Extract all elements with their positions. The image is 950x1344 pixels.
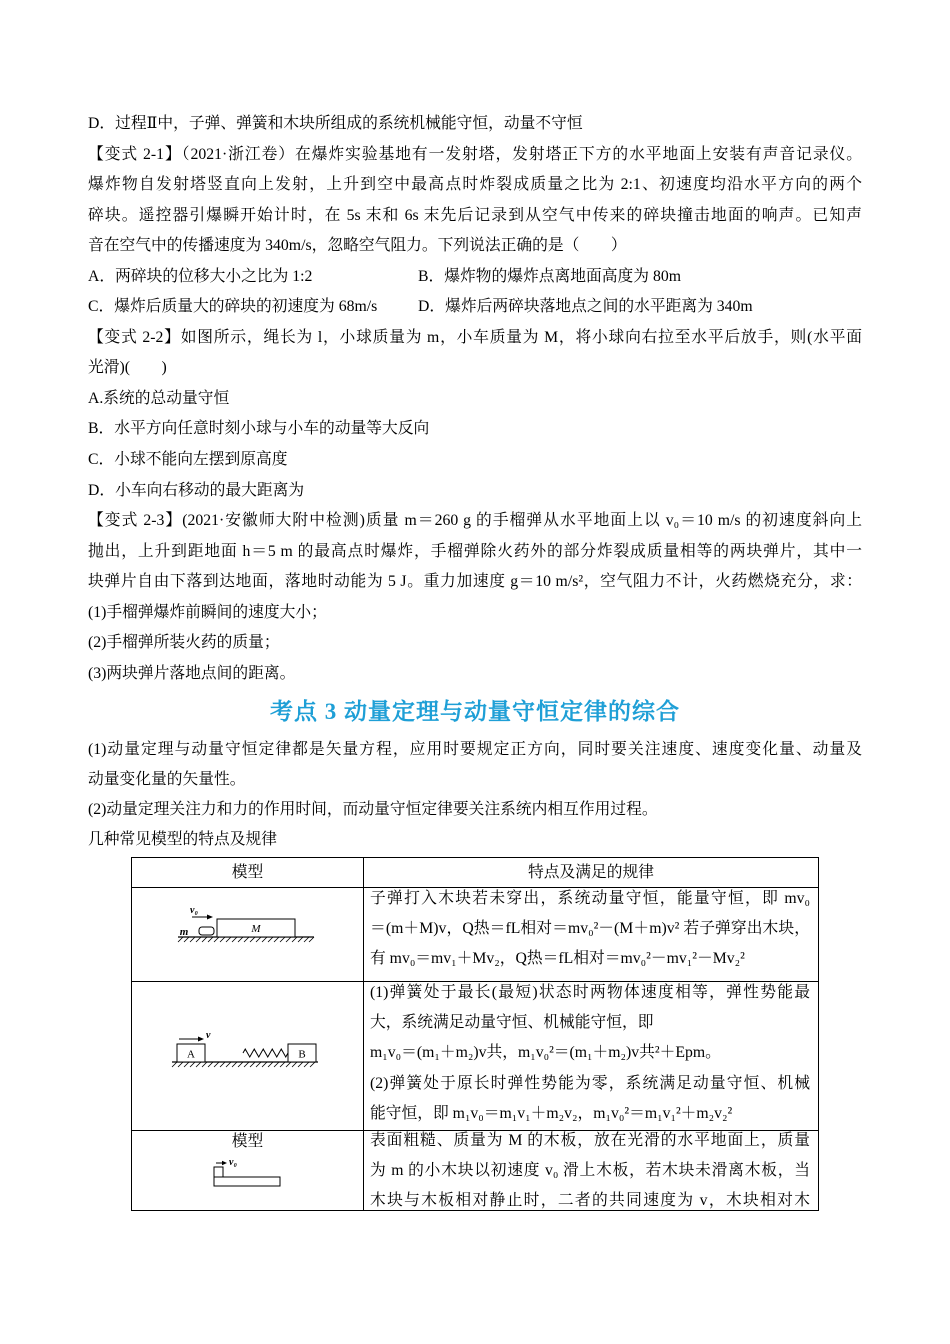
variant-2-3-question: (2)手榴弹所装火药的质量； xyxy=(88,634,280,652)
table-header-model: 模型 xyxy=(231,864,264,881)
table-cell-model-spring xyxy=(132,982,363,1130)
table-text-line: 表面粗糙、质量为 M 的木板，放在光滑的水平地面上，质量 xyxy=(370,1132,810,1149)
variant-2-2-option-b: B．水平方向任意时刻小球与小车的动量等大反向 xyxy=(88,420,430,438)
variant-2-1-option-b: B．爆炸物的爆炸点离地面高度为 80m xyxy=(418,267,681,285)
variant-2-3-question: (3)两块弹片落地点间的距离。 xyxy=(88,664,296,682)
section-heading: 考点 3 动量定理与动量守恒定律的综合 xyxy=(270,699,680,724)
block-board-diagram xyxy=(208,1155,288,1189)
variant-2-2-option-d: D．小车向右移动的最大距离为 xyxy=(88,481,305,499)
models-table xyxy=(131,857,819,1211)
board xyxy=(214,1177,280,1186)
topic-3-paragraph-line: (1)动量定理与动量守恒定律都是矢量方程，应用时要规定正方向，同时要关注速度、速度变化量、动量及 xyxy=(88,741,862,758)
small-block xyxy=(214,1167,223,1177)
variant-2-1-option-d: D．爆炸后两碎块落地点之间的水平距离为 340m xyxy=(418,298,753,316)
table-cell-rules-spring xyxy=(370,982,810,1125)
table-text-line: ＝(m＋M)v，Q热＝fL相对＝mv₀²－(M＋m)v² 若子弹穿出木块， xyxy=(370,920,810,938)
velocity-arrow-head xyxy=(222,1161,227,1165)
variant-2-1-stem-line: 音在空气中的传播速度为 340m/s，忽略空气阻力。下列说法正确的是（ ） xyxy=(88,237,627,255)
variant-2-1-stem-line: 【变式 2-1】（2021·浙江卷）在爆炸实验基地有一发射塔，发射塔正下方的水平地面上安装有声音记录仪。 xyxy=(88,145,862,163)
variant-2-3-question: (1)手榴弹爆炸前瞬间的速度大小； xyxy=(88,603,327,621)
model-label: 模型 xyxy=(231,1133,264,1150)
velocity-label: v₀ xyxy=(229,1157,237,1168)
exercise-block xyxy=(88,109,862,689)
bullet-label: m xyxy=(179,926,189,938)
bullet xyxy=(199,927,214,935)
topic-3-intro xyxy=(88,735,862,855)
variant-2-2-stem-line: 光滑)( ) xyxy=(88,359,167,377)
ground-hatch xyxy=(178,937,314,942)
variant-2-1-stem-line: 爆炸物自发射塔竖直向上发射，上升到空中最高点时炸裂成质量之比为 2:1、初速度均沿水平方向的两个 xyxy=(88,176,862,194)
table-caption: 几种常见模型的特点及规律 xyxy=(88,831,277,848)
table-text-line: 为 m 的小木块以初速度 v₀ 滑上木板，若木块未滑离木板，当 xyxy=(370,1162,810,1179)
table-text-line: 能守恒，即 m₁v₀＝m₁v₁＋m₂v₂，m₁v₀²＝m₁v₁²＋m₂v₂² xyxy=(370,1104,733,1122)
velocity-label: v xyxy=(206,1030,211,1041)
variant-2-2-option-c: C．小球不能向左摆到原高度 xyxy=(88,451,288,469)
variant-2-1-option-a: A．两碎块的位移大小之比为 1:2 xyxy=(88,267,313,285)
table-header-rules: 特点及满足的规律 xyxy=(528,864,654,881)
spring xyxy=(243,1049,288,1057)
block-a-label: A xyxy=(187,1048,195,1061)
ground-hatch xyxy=(172,1062,315,1067)
block-b-label: B xyxy=(298,1048,306,1061)
velocity-arrow-head xyxy=(198,1037,204,1042)
variant-2-3-stem-line: 块弹片自由下落到达地面，落地时动能为 5 J。重力加速度 g＝10 m/s²，空气阻力不计，火药燃烧充分，求： xyxy=(88,573,862,591)
table-column-divider xyxy=(363,858,364,1210)
table-text-line: (1)弹簧处于最长(最短)状态时两物体速度相等，弹性势能最 xyxy=(370,984,810,1001)
block-label: M xyxy=(251,923,261,935)
variant-2-1-options-row xyxy=(88,292,862,323)
variant-2-1-options-row xyxy=(88,262,862,293)
bullet-block-diagram xyxy=(171,900,321,946)
variant-2-2-stem-line: 【变式 2-2】如图所示，绳长为 l，小球质量为 m，小车质量为 M，将小球向右拉至水平后放手，则(水平面 xyxy=(88,328,862,346)
table-text-line: 有 mv₀＝mv₁＋Mv₂，Q热＝fL相对＝mv₀²－mv₁²－Mv₂² xyxy=(370,950,745,968)
table-text-line: (2)弹簧处于原长时弹性势能为零，系统满足动量守恒、机械 xyxy=(370,1074,810,1092)
variant-2-3-stem-line: 抛出，上升到距地面 h＝5 m 的最高点时爆炸，手榴弹除火药外的部分炸裂成质量相等的两块弹片，其中一 xyxy=(88,542,862,560)
table-cell-model-board xyxy=(132,1131,363,1210)
variant-2-2-option-a: A.系统的总动量守恒 xyxy=(88,389,230,407)
table-text-line: 大，系统满足动量守恒、机械能守恒，即 xyxy=(370,1014,654,1032)
velocity-arrow-head xyxy=(207,915,213,920)
variant-2-1-option-c: C．爆炸后质量大的碎块的初速度为 68m/s xyxy=(88,298,378,316)
table-text-line: m₁v₀＝(m₁＋m₂)v共，m₁v₀²＝(m₁＋m₂)v共²＋Epm。 xyxy=(370,1044,721,1062)
table-cell-rules-bullet-block xyxy=(370,888,810,970)
variant-2-3-stem-line: 【变式 2-3】(2021·安徽师大附中检测)质量 m＝260 g 的手榴弹从水平地面上以 v₀＝10 m/s 的初速度斜向上 xyxy=(88,512,862,530)
spring-blocks-diagram xyxy=(168,1028,324,1070)
prev-option-d: D．过程Ⅱ中，子弹、弹簧和木块所组成的系统机械能守恒，动量不守恒 xyxy=(88,115,583,132)
topic-3-paragraph-line: (2)动量定理关注力和力的作用时间，而动量守恒定律要关注系统内相互作用过程。 xyxy=(88,801,658,818)
table-cell-model-bullet-block xyxy=(132,888,363,981)
variant-2-1-stem-line: 碎块。遥控器引爆瞬开始计时，在 5s 末和 6s 末先后记录到从空气中传来的碎块撞击地面的响声。已知声 xyxy=(88,206,862,224)
table-cell-rules-board xyxy=(370,1131,810,1211)
table-text-line: 木块与木板相对静止时，二者的共同速度为 v，木块相对木 xyxy=(370,1192,810,1209)
topic-3-paragraph-line: 动量变化量的矢量性。 xyxy=(88,771,246,788)
velocity-label: v₀ xyxy=(190,905,198,916)
table-text-line: 子弹打入木块若未穿出，系统动量守恒，能量守恒，即 mv₀ xyxy=(370,890,810,907)
